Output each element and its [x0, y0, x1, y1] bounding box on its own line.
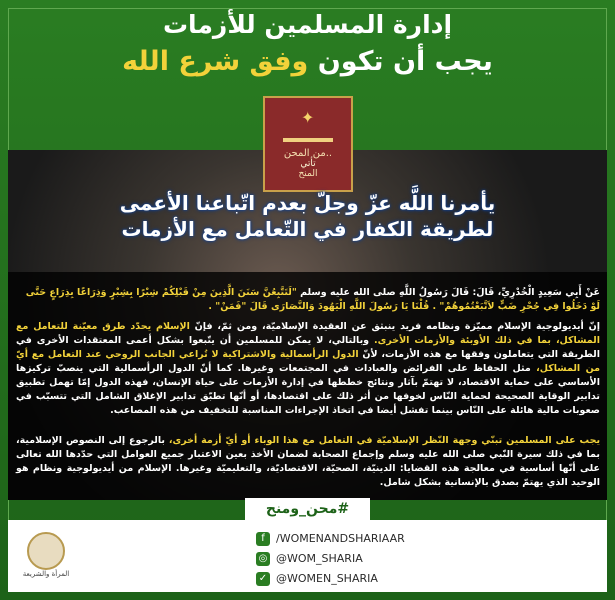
- paragraph-2-part-1: يجب على المسلمين تبنّي وجهة النّظر الإسلاميّة في التعامل مع هذا الوباء أو أيّ أزمة أخرى،: [168, 435, 601, 446]
- logo-line-3: المنح: [298, 169, 318, 179]
- subtitle-highlight-text: وفق شرع الله: [122, 46, 309, 77]
- headline-line-2: لطريقة الكفار في التّعامل مع الأزمات: [121, 217, 494, 241]
- paragraph-1-part-1: إنّ أيديولوجية الإسلام مميّزة ونظامه فريد ينبثق عن العقيدة الإسلاميّة، ومن ثمّ، فإنّ: [194, 321, 600, 332]
- campaign-logo: [263, 96, 353, 192]
- logo-line-2: تأتي: [300, 159, 316, 169]
- hashtag: #محن_ومنح: [245, 498, 370, 520]
- social-handle-instagram: @WOM_SHARIA: [276, 552, 363, 565]
- paragraph-1-part-2: الإسلام يحدّد طرق معيّنة للتعامل مع المشاكل، بما في ذلك الأوبئة والأزمات الأخرى.: [16, 321, 600, 346]
- social-handle-twitter: @WOMEN_SHARIA: [276, 572, 378, 585]
- paragraph-1: [16, 320, 600, 418]
- hadith-text: [16, 286, 600, 314]
- logo-line-1: من المحن..: [283, 148, 333, 159]
- open-book-icon: [283, 108, 333, 142]
- poster-title: إدارة المسلمين للأزمات: [162, 10, 453, 39]
- poster-subtitle: [0, 46, 615, 77]
- facebook-icon: f: [256, 532, 270, 546]
- brand-emblem-icon: [27, 532, 65, 570]
- paragraph-2: [16, 434, 600, 490]
- instagram-icon: ◎: [256, 552, 270, 566]
- social-facebook[interactable]: [256, 532, 556, 550]
- brand-logo: [22, 532, 70, 584]
- social-instagram[interactable]: [256, 552, 556, 570]
- hadith-quote: "لَتَتَّبِعُنَّ سَنَنَ الَّذِينَ مِنْ قَبْلِكُمْ شِبْرًا بِشِبْرٍ وَذِرَاعًا بِذِرَاعٍ حَتَّى لَوْ دَخَلُوا فِي جُحْرِ ضَبٍّ لاَتَّبَعْتُمُوهُمْ" . قُلْنَا يَا رَسُولَ اللَّهِ الْيَهُودَ وَالنَّصَارَى قَالَ "فَمَنْ" .: [25, 287, 600, 312]
- social-handle-facebook: /WOMENANDSHARIAAR: [276, 532, 405, 545]
- hadith-intro: عَنْ أَبِي سَعِيدٍ الْخُدْرِيِّ، قَالَ: قَالَ رَسُولُ اللَّهِ صلى الله عليه وسلم: [300, 287, 600, 298]
- brand-caption: المرأة والشريعة: [22, 570, 70, 578]
- headline-line-1: يأمرنا اللَّه عزّ وجلّ بعدم اتّباعنا الأعمى: [119, 191, 496, 215]
- paragraph-1-part-3: وبالتالي، لا يمكن للمسلمين أن يتّبعوا بشكل أعمى المعتقدات الأخرى في الطريقة التي يتعاملون وفقها مع هذه الأزمات، لأنّ: [16, 335, 600, 360]
- paragraph-1-part-4: الدول الرأسمالية والاشتراكية لا تُراعي الجانب الروحي عند التعامل مع أيّ من المشاكل،: [16, 349, 600, 374]
- paragraph-2-part-2: بالرجوع إلى النصوص الإسلامية، بما في ذلك سيرة النّبي صلى الله عليه وسلم وإجماع الصحابة لضمان الأخذ بعين الاعتبار جميع العوامل التي حدّدها الله تعالى على أنّها أساسية في معالجة هذه القضايا: الدينيّة، الصحيّة، الاقتصاديّة، والتعليميّة وغيرها. الإسلام من أيديولوجية ونظام هو الوحيد الذي يهتمّ بصدق بالإنسانية بشكل شامل.: [16, 435, 600, 488]
- social-twitter[interactable]: [256, 572, 556, 590]
- twitter-icon: ✓: [256, 572, 270, 586]
- paragraph-1-part-5: مثل الحفاظ على الفرائض والعبادات في المجتمعات وغيرها. كما أنّ الدول الرأسمالية التي ينصبّ تركيزها الأساسي على حماية الاقتصاد، لا تهتمّ بآثار ونتائج خططها في إدارة الأزمات على حياة الإنسان، فهذه الدول إمّا تهمل تطبيق تدابير الوقاية الصحيحة لحماية النّاس لخوفها من أثر ذلك على اقتصادها، أو أنّها تطبّق تدابير الإغلاق الشامل التي تتسبّب في صعوبات مالية هائلة على النّاس بينما تفشل أيضا في اتخاذ الإجراءات المناسبة للتخفيف من هذه المصاعب.: [16, 363, 600, 416]
- subtitle-white-text: يجب أن تكون: [317, 46, 493, 77]
- headline: [20, 190, 595, 242]
